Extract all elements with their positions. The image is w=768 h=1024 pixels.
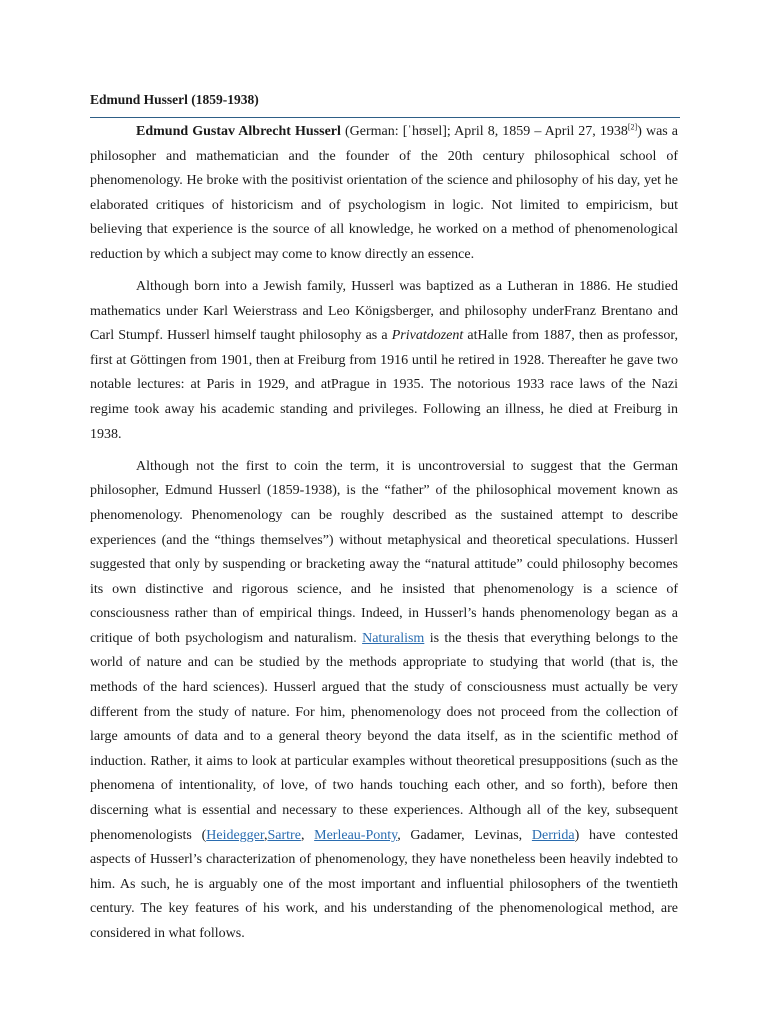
paragraph-3-text-c: , Gadamer, Levinas,: [397, 827, 532, 843]
merleau-ponty-link[interactable]: Merleau-Ponty: [314, 827, 398, 843]
paragraph-2-text-a: Although born into a Jewish family, Husserl was baptized as a Lutheran in 1886. He studied mathematics under Karl Weierstrass and Leo Königsberger, and philosophy underFranz Brentano and Carl Stumpf. Husserl himself taught philosophy as a: [90, 279, 678, 344]
paragraph-2-text-b: atHalle from 1887, then as professor, first at Göttingen from 1901, then at Freiburg from 1916 until he retired in 1928. Thereafter he gave two notable lectures: at Paris in 1929, and atPrague in 1935. The notorious 1933 race laws of the Nazi regime took away his academic standing and privileges. Following an illness, he died at Freiburg in 1938.: [90, 328, 678, 442]
paragraph-1: [90, 120, 678, 268]
paragraph-3-text-b: is the thesis that everything belongs to the world of nature and can be studied by the methods appropriate to studying that world (that is, the methods of the hard sciences). Husserl argued that the study of consciousness must actually be very different from the study of nature. For him, phenomenology does not proceed from the collection of large amounts of data and to a general theory beyond the data itself, as in the scientific method of induction. Rather, it aims to look at particular examples without theoretical presuppositions (such as the phenomena of intentionality, of love, of two hands touching each other, and so forth), before then discerning what is essential and necessary to these experiences. Although all of the key, subsequent phenomenologists (: [90, 630, 678, 843]
paragraph-3: [90, 455, 678, 947]
title-divider: [90, 117, 680, 118]
reference-2[interactable]: [2]: [627, 122, 638, 132]
naturalism-link[interactable]: Naturalism: [362, 630, 425, 646]
paragraph-3-text-a: Although not the first to coin the term, it is uncontroversial to suggest that the German philosopher, Edmund Husserl (1859-1938), is the “father” of the philosophical movement known as phenomenology. Phenomenology can be roughly described as the sustained attempt to describe experiences (and the “things themselves”) without metaphysical and theoretical speculations. Husserl suggested that only by suspending or bracketing away the “natural attitude” could philosophy becomes its own distinctive and rigorous science, and he insisted that phenomenology is a science of consciousness rather than of empirical things. Indeed, in Husserl’s hands phenomenology began as a critique of both psychologism and naturalism.: [90, 458, 678, 646]
link-separator-2: ,: [300, 827, 315, 843]
link-separator-1: ,: [264, 827, 268, 843]
derrida-link[interactable]: Derrida: [531, 827, 575, 843]
subject-name: Edmund Gustav Albrecht Husserl: [136, 124, 341, 139]
privatdozent-term: Privatdozent: [391, 328, 464, 344]
heidegger-link[interactable]: Heidegger: [206, 827, 264, 843]
document-title: Edmund Husserl (1859-1938): [90, 92, 259, 107]
paragraph-1-intro: (German: [ˈhʊsɐl]; April 8, 1859 – April 27, 1938: [340, 124, 628, 139]
paragraph-3-text-d: ) have contested aspects of Husserl’s characterization of phenomenology, they have nonetheless been heavily indebted to him. As such, he is arguably one of the most important and influential philosophers of the twentieth century. The key features of his work, and his understanding of the phenomenological method, are considered in what follows.: [90, 827, 679, 941]
paragraph-1-text: ) was a philosopher and mathematician and the founder of the 20th century philosophical school of phenomenology. He broke with the positivist orientation of the science and philosophy of his day, yet he elaborated critiques of historicism and of psychologism in logic. Not limited to empiricism, but believing that experience is the source of all knowledge, he worked on a method of phenomenological reduction by which a subject may come to know directly an essence.: [90, 124, 679, 262]
document-body: [90, 120, 678, 947]
sartre-link[interactable]: Sartre: [267, 827, 301, 843]
paragraph-2: [90, 275, 678, 447]
